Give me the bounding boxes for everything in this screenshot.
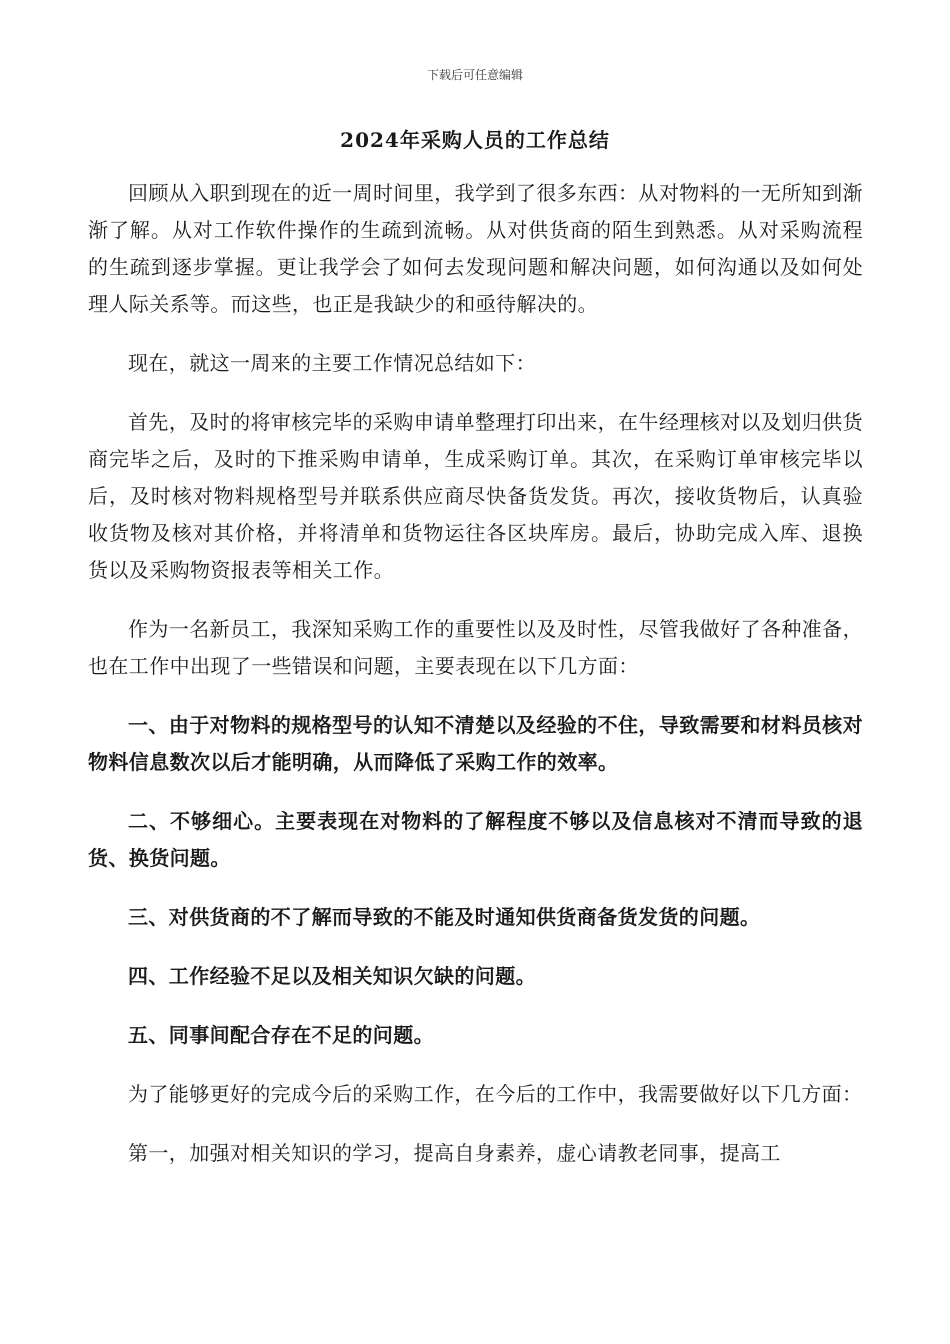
paragraph-summary-intro: 现在，就这一周来的主要工作情况总结如下：: [128, 351, 536, 375]
paragraph-improvement-intro: 为了能够更好的完成今后的采购工作，在今后的工作中，我需要做好以下几方面：: [128, 1082, 863, 1106]
paragraph-improvement-1: 第一，加强对相关知识的学习，提高自身素养，虚心请教老同事，提高工: [128, 1141, 781, 1165]
document-title: 2024年采购人员的工作总结: [340, 128, 610, 152]
paragraph-problem-1: 一、由于对物料的规格型号的认知不清楚以及经验的不住，导致需要和材料员核对物料信息数次以后才能明确，从而降低了采购工作的效率。: [88, 713, 863, 774]
paragraph-work-details: 首先，及时的将审核完毕的采购申请单整理打印出来，在牛经理核对以及划归供货商完毕之后，及时的下推采购申请单，生成采购订单。其次，在采购订单审核完毕以后，及时核对物料规格型号并联系供应商尽快备货发货。再次，接收货物后，认真验收货物及核对其价格，并将清单和货物运往各区块库房。最后，协助完成入库、退换货以及采购物资报表等相关工作。: [88, 410, 863, 582]
paragraph-review: 回顾从入职到现在的近一周时间里，我学到了很多东西：从对物料的一无所知到渐渐了解。从对工作软件操作的生疏到流畅。从对供货商的陌生到熟悉。从对采购流程的生疏到逐步掌握。更让我学会了如何去发现问题和解决问题，如何沟通以及如何处理人际关系等。而这些，也正是我缺少的和亟待解决的。: [88, 181, 863, 316]
paragraph-problems-intro: 作为一名新员工，我深知采购工作的重要性以及及时性，尽管我做好了各种准备，也在工作中出现了一些错误和问题，主要表现在以下几方面：: [88, 617, 863, 678]
paragraph-problem-4: 四、工作经验不足以及相关知识欠缺的问题。: [128, 964, 536, 988]
document-body: [88, 175, 863, 1194]
paragraph-problem-2: 二、不够细心。主要表现在对物料的了解程度不够以及信息核对不清而导致的退货、换货问题。: [88, 809, 863, 870]
paragraph-problem-5: 五、同事间配合存在不足的问题。: [128, 1023, 434, 1047]
header-note: 下载后可任意编辑: [426, 68, 523, 82]
paragraph-problem-3: 三、对供货商的不了解而导致的不能及时通知供货商备货发货的问题。: [128, 905, 761, 929]
